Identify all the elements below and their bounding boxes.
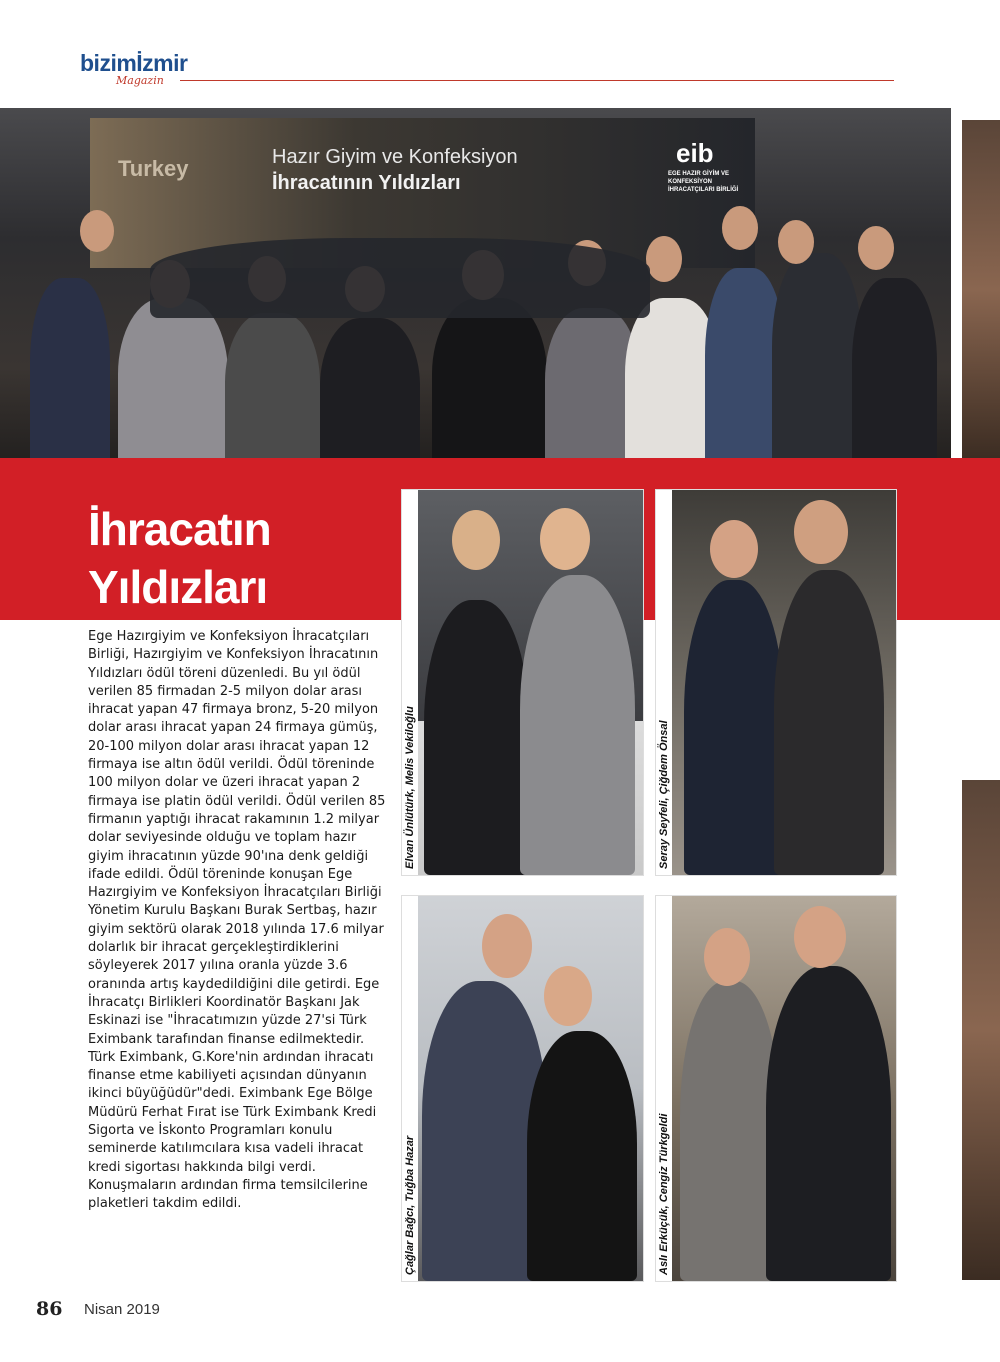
adjacent-page-edge (962, 780, 1000, 1280)
logo-subtitle: Magazin (116, 74, 164, 87)
award-recipients-group (0, 108, 951, 480)
photo-award-2 (655, 489, 897, 876)
photo-caption: Elvan Ünlütürk, Melis Vekiloğlu (404, 706, 416, 869)
eib-logo: eib (676, 138, 714, 168)
article-body: Ege Hazırgiyim ve Konfeksiyon İhracatçıları Birliği, Hazırgiyim ve Konfeksiyon İhracatının Yıldızları ödül töreni düzenledi. Bu yıl ödül verilen 85 firmadan 2-5 milyon dolar arası ihracat yapan 47 firmaya bronz, 5-20 milyon dolar arası ihracat yapan 24 firmaya gümüş, 20-100 milyon dolar arası ihracat yapan 12 firmaya ise altın ödül verildi. Ödül töreninde 100 milyon dolar ve üzeri ihracat yapan 2 firmaya ise platin ödül verildi. Ödül verilen 85 firmanın yaptığı ihracat rakamının 1.2 milyar dolar seviyesinde olduğu ve toplam hazır giyim ihracatının yüzde 90'ına denk geldiği ifade edildi. Ödül töreninde konuşan Ege Hazırgiyim ve Konfeksiyon İhracatçıları Birliği Yönetim Kurulu Başkanı Burak Sertbaş, hazır giyim sektörü olarak 2018 yılında 17.6 milyar dolarlık bir ihracat gerçekleştirdiklerini söyleyerek 2017 yılına oranla yüzde 3.6 oranında artış kaydedildiğini dile getirdi. Ege İhracatçı Birlikleri Koordinatör Başkanı Jak Eskinazi ise "İhracatımızın yüzde 27'si Türk Eximbank tarafından finanse edilmektedir. Türk Eximbank, G.Kore'nin ardından ihracatı finanse etme kabiliyeti açısından dünyanın ikinci büyüğüdür"dedi. Eximbank Ege Bölge Müdürü Ferhat Fırat ise Türk Eximbank Kredi Sigorta ve İskonto Programları konulu seminerde katılımcılara kısa vadeli ihracat kredi sigortası hakkında bilgi verdi. Konuşmaların ardından firma temsilcilerine plaketleri takdim edildi. (88, 629, 386, 1212)
banner-turkey-text: Turkey (118, 156, 189, 181)
photo-caption: Seray Seyfeli, Çiğdem Önsal (658, 720, 670, 869)
adjacent-page-edge (962, 120, 1000, 460)
logo-wordmark: bizimİzmir (80, 50, 188, 76)
page-number: 86 (36, 1298, 63, 1320)
photo-award-3 (401, 895, 644, 1282)
photo-caption: Çağlar Bağcı, Tuğba Hazar (404, 1135, 416, 1275)
eib-logo-subtitle: EGE HAZIR GİYİM VE KONFEKSİYON İHRACATÇILARI BİRLİĞİ (668, 171, 739, 193)
header-divider (180, 80, 894, 81)
group-photo (0, 108, 951, 480)
issue-date: Nisan 2019 (84, 1301, 160, 1318)
photo-caption: Aslı Erküçük, Cengiz Türkgeldi (658, 1113, 670, 1275)
photo-award-1 (401, 489, 644, 876)
banner-title: Hazır Giyim ve Konfeksiyon (272, 146, 518, 168)
magazine-logo (80, 46, 220, 90)
banner-subtitle: İhracatının Yıldızları (272, 172, 461, 194)
article-headline: İhracatın Yıldızları (88, 503, 271, 613)
photo-award-4 (655, 895, 897, 1282)
